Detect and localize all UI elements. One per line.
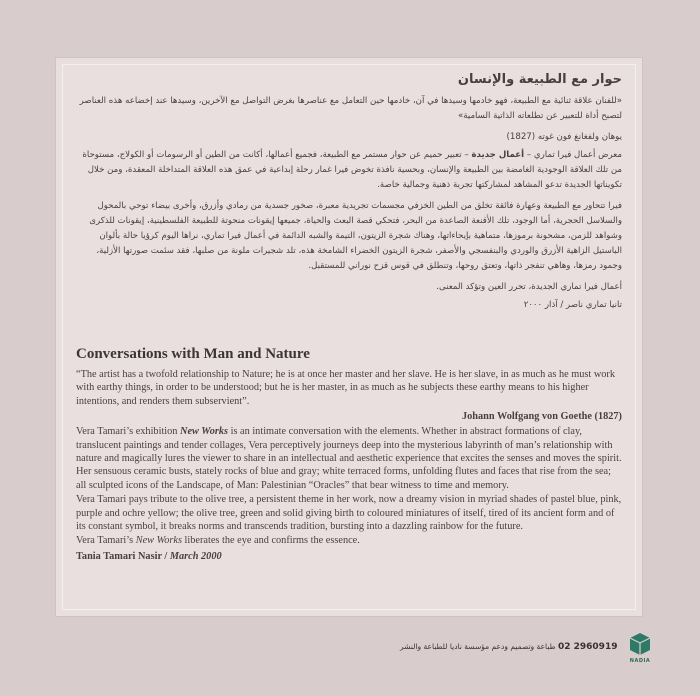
arabic-title: حوار مع الطبيعة والإنسان bbox=[457, 72, 622, 87]
arabic-p1-lead: معرض أعمال فيرا تماري – bbox=[526, 150, 622, 160]
arabic-quote-author: يوهان ولفغانغ فون غوته (1827) bbox=[506, 132, 622, 142]
arabic-paragraph-3: أعمال فيرا تماري الجديدة، تحرر العين وتؤكد المعنى. bbox=[436, 282, 622, 292]
english-section bbox=[76, 346, 622, 564]
english-paragraph-3 bbox=[76, 534, 622, 547]
english-p3-b: liberates the eye and confirms the essence. bbox=[181, 535, 360, 547]
arabic-quote: «للفنان علاقة ثنائية مع الطبيعة، فهو خادمها وسيدها في آن، خادمها حين التعامل مع عناصرها بغرض التواصل مع الآخرين، وسيدها عند إخضاعه هذه العناصر لتصبح أداة للتعبير عن تطلعاته الذاتية السامية» bbox=[79, 96, 622, 121]
english-sign-name: Tania Tamari Nasir / bbox=[76, 550, 170, 562]
english-p3-a: Vera Tamari’s bbox=[76, 535, 136, 547]
arabic-paragraph-2: فيرا تتحاور مع الطبيعة وعهارة فائقة تخلق من الطين الخزفي مجسمات تجريدية معبرة، صخور جسدية من رمادي وأزرق، وأخرى بيضاء توحي بالمحول والسلاسل الحجرية، أما الوجود، تلك الأقنعة الصاعدة من البحر، فتحكي قصة البعث والحياة، جميعها إيقونات منحوتة للطبيعة الفلسطينية، إيقونات للذكرى وشواهد للزمن، مشحونة برموزها، متماهية بإيحاءاتها، وهناك شجرة الزيتون، التيمة والشبه الدائمة في أعمال فيرا تماري، نراها اليوم كرؤيا حالة بألوان الباستيل الزاهية الأزرق والوردي والبنفسجي والأصفر، شجرة الزيتون الخضراء الشامخة هذه، تلد شجيرات ملونة من صلبها، فقد سئمت صورتها الأزلية، وجمود رمزها، وهاهي تنفجر ذاتها، وتعتق روحها، وتنطلق في قوس قزح نوراني للمستقبل. bbox=[89, 201, 622, 271]
arabic-p1-bold: أعمال جديدة bbox=[471, 150, 525, 160]
english-p1-a: Vera Tamari’s exhibition bbox=[76, 426, 181, 438]
arabic-p1-rest: – تعبير حميم عن حوار مستمر مع الطبيعة، فجميع أعمالها، أكانت من الطين أو الرسومات أو الكولاج، مستوحاة من تلك العلاقة الوجودية الغامضة بين الطبيعة والإنسان، وبحسية نافذة تخوض فيرا غمار رحلة إبداعية في عمق هذه العلاقة المتداخلة المعقدة، ومن خلال تكويناتها الجديدة تدعو المشاهد لمشاركتها تجربة ذهنية وجمالية خاصة. bbox=[82, 150, 622, 190]
printer-credit bbox=[400, 642, 620, 652]
english-paragraph-2: Vera Tamari pays tribute to the olive tree, a persistent theme in her work, now a dreamy vision in myriad shades of pastel blue, pink, purple and ochre yellow; the olive tree, green and solid giving birth to coloured miniatures of itself, tired of its ancient form and of its constant symbol, it breaks norms and transcends tradition, bursting into a dazzling rainbow for the future. bbox=[76, 494, 622, 533]
english-paragraph-1 bbox=[76, 425, 622, 492]
english-p3-italic: New Works bbox=[135, 535, 182, 547]
english-sign-date: March 2000 bbox=[169, 550, 222, 562]
arabic-paragraph-1 bbox=[76, 148, 622, 193]
logo-text: NADIA bbox=[629, 658, 651, 664]
printer-phone: 02 2960919 bbox=[557, 642, 618, 652]
text-panel bbox=[56, 58, 642, 616]
english-p1-italic: New Works bbox=[180, 426, 229, 438]
nadia-logo-icon bbox=[626, 630, 654, 660]
english-quote-author: Johann Wolfgang von Goethe (1827) bbox=[461, 411, 622, 423]
arabic-signature: تانيا تماري ناصر / آذار ٢٠٠٠ bbox=[523, 300, 622, 310]
printer-name: طباعة وتصميم ودعم مؤسسة ناديا للطباعة والنشر bbox=[400, 642, 556, 651]
english-quote: “The artist has a twofold relationship to Nature; he is at once her master and her slave. He is her slave, in as much as he must work with earthy things, in order to be understood; but he is her master, in as much as he subjects these earthy means to his higher intentions, and renders them subservient”. bbox=[76, 369, 615, 407]
english-p1-b: is an intimate conversation with the elements. Whether in abstract formations of clay, translucent paintings and tender collages, Vera perceptively journeys deep into the mysterious labyrinth of man’s relationship with nature and magically lures the viewer to share in an intellectual and aesthetic experience that excites the senses and moves the spirit. Her sensuous ceramic busts, stately rocks of blue and gray; white terraced forms, unfolding flutes and faces that rise from the sea; all sculpted icons of the Landscape, of Man: Palestinian “Oracles” that bear witness to time and memory. bbox=[76, 426, 622, 491]
english-signature bbox=[76, 550, 622, 564]
arabic-section bbox=[76, 72, 622, 316]
english-title: Conversations with Man and Nature bbox=[76, 346, 310, 362]
